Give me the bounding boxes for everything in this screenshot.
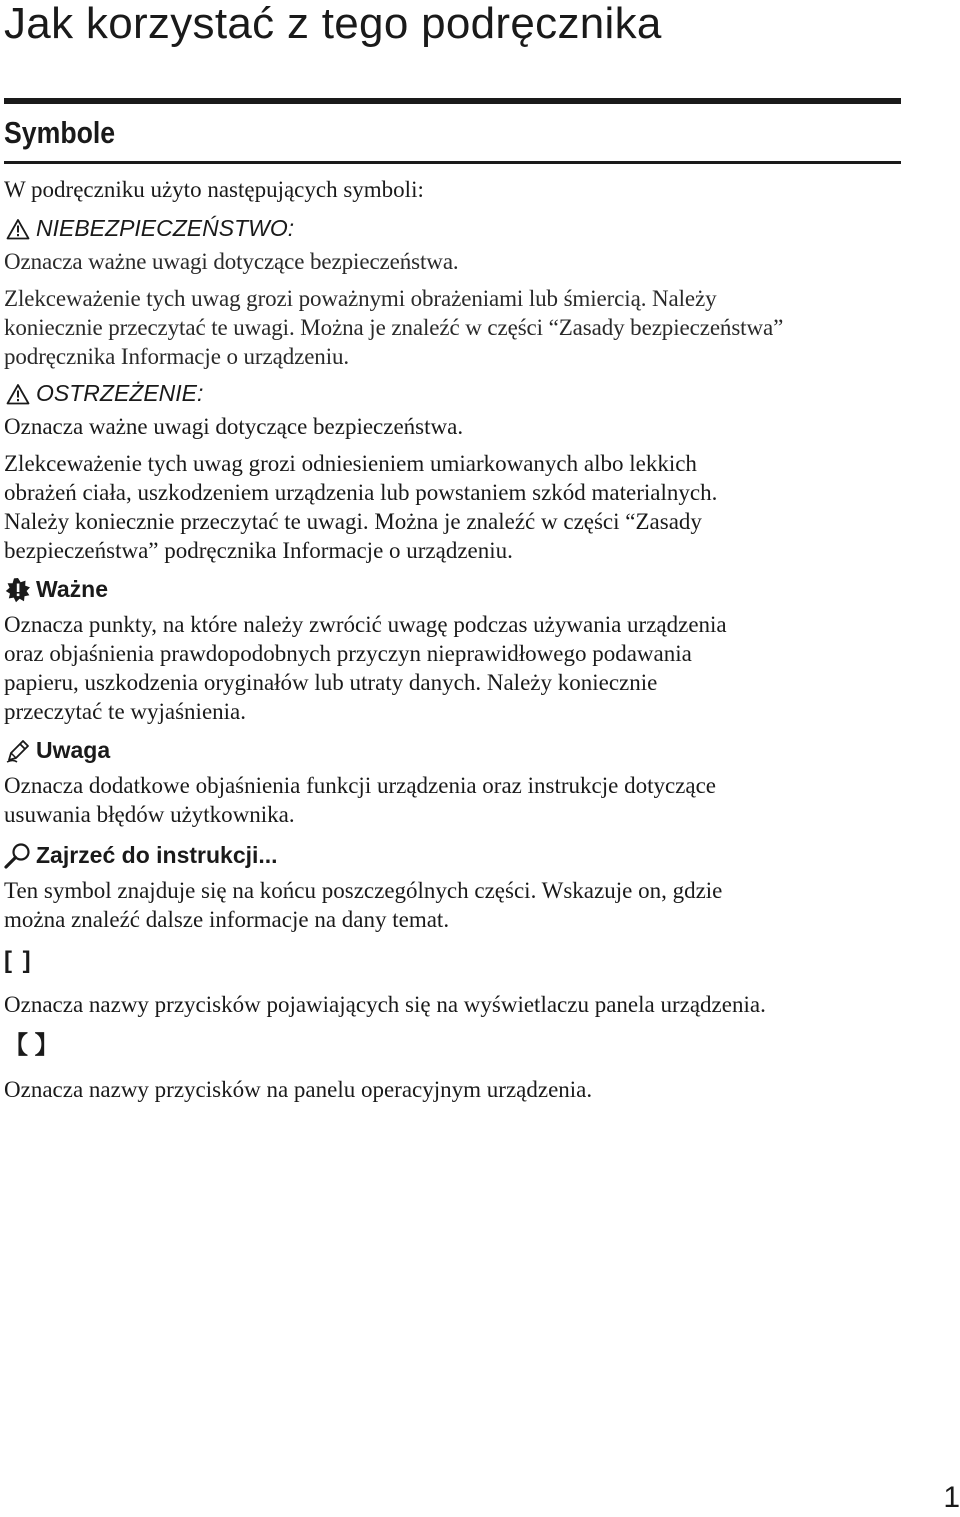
danger-heading [4,214,904,243]
danger-line-3: koniecznie przeczytać te uwagi. Można je znaleźć w części “Zasady bezpieczeństwa” [4,315,784,340]
reference-line-2: można znaleźć dalsze informacje na dany temat. [4,907,450,932]
reference-line-1: Ten symbol znajduje się na końcu poszczególnych części. Wskazuje on, gdzie [4,878,723,903]
note-entry [4,736,904,829]
note-label: Uwaga [36,737,111,763]
reference-entry [4,841,904,934]
important-line-3: papieru, uszkodzenia oryginałów lub utraty danych. Należy koniecznie [4,670,658,695]
warning-line-1: Oznacza ważne uwagi dotyczące bezpieczeństwa. [4,414,464,439]
danger-line-4: podręcznika Informacje o urządzeniu. [4,344,350,369]
page-number: 1 [943,1481,960,1514]
title-divider [4,98,901,104]
page-title: Jak korzystać z tego podręcznika [4,0,662,48]
panel-keys-symbol: 【 】 [4,1032,59,1059]
danger-entry [4,214,904,371]
section-divider [4,161,901,164]
section-intro: W podręczniku użyto następujących symboli: [4,177,424,202]
warning-line-5: bezpieczeństwa” podręcznika Informacje o urządzeniu. [4,538,513,563]
important-line-2: oraz objaśnienia prawdopodobnych przyczyn nieprawidłowego podawania [4,641,692,666]
important-badge-icon [4,577,32,603]
display-keys-symbol: [ ] [4,947,33,974]
warning-line-3: obrażeń ciała, uszkodzeniem urządzenia lub powstaniem szkód materialnych. [4,480,718,505]
warning-triangle-icon [4,381,32,407]
display-keys-entry [4,946,904,1019]
magnifier-icon [4,843,32,869]
panel-keys-entry [4,1031,904,1104]
danger-line-1: Oznacza ważne uwagi dotyczące bezpieczeństwa. [4,249,459,274]
important-label: Ważne [36,576,108,602]
warning-entry [4,379,904,565]
reference-label: Zajrzeć do instrukcji... [36,842,278,868]
section-title: Symbole [4,115,116,150]
symbols-content [4,175,904,1112]
important-heading [4,575,904,604]
warning-line-4: Należy koniecznie przeczytać te uwagi. Można je znaleźć w części “Zasady [4,509,702,534]
warning-label: OSTRZEŻENIE: [36,380,204,406]
reference-heading [4,841,904,870]
display-keys-line-1: Oznacza nazwy przycisków pojawiających się na wyświetlaczu panela urządzenia. [4,992,766,1017]
note-line-2: usuwania błędów użytkownika. [4,802,295,827]
important-line-4: przeczytać te wyjaśnienia. [4,699,247,724]
warning-line-2: Zlekceważenie tych uwag grozi odniesieniem umiarkowanych albo lekkich [4,451,697,476]
panel-keys-line-1: Oznacza nazwy przycisków na panelu operacyjnym urządzenia. [4,1077,593,1102]
note-line-1: Oznacza dodatkowe objaśnienia funkcji urządzenia oraz instrukcje dotyczące [4,773,717,798]
important-line-1: Oznacza punkty, na które należy zwrócić uwagę podczas używania urządzenia [4,612,727,637]
note-heading [4,736,904,765]
danger-label: NIEBEZPIECZEŃSTWO: [36,215,295,241]
important-entry [4,575,904,726]
pencil-icon [4,738,32,764]
danger-line-2: Zlekceważenie tych uwag grozi poważnymi obrażeniami lub śmiercią. Należy [4,286,717,311]
warning-heading [4,379,904,408]
warning-triangle-icon [4,216,32,242]
